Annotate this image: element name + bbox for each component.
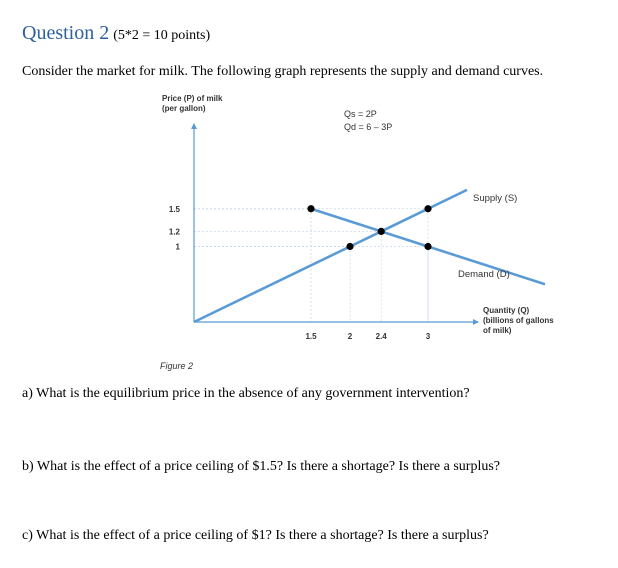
question-b: b) What is the effect of a price ceiling of $1.5? Is there a shortage? Is there a surplus? bbox=[22, 459, 501, 474]
x-tick-label: 2 bbox=[347, 332, 353, 341]
x-axis-label: of milk) bbox=[483, 326, 512, 335]
equation: Qd = 6 – 3P bbox=[344, 122, 393, 132]
chart-labels bbox=[160, 94, 554, 371]
curves bbox=[194, 190, 545, 322]
x-axis-label: Quantity (Q) bbox=[483, 306, 530, 315]
data-point bbox=[424, 205, 431, 212]
x-axis-label: (billions of gallons bbox=[483, 316, 554, 325]
supply-label: Supply (S) bbox=[473, 193, 518, 204]
question-points: (5*2 = 10 points) bbox=[113, 28, 211, 43]
y-axis-label: Price (P) of milk bbox=[162, 94, 223, 103]
data-point bbox=[346, 243, 353, 250]
question-a: a) What is the equilibrium price in the absence of any government intervention? bbox=[22, 386, 470, 401]
figure-caption: Figure 2 bbox=[160, 361, 194, 371]
question-c: c) What is the effect of a price ceiling of $1? Is there a shortage? Is there a surplus? bbox=[22, 528, 489, 543]
y-tick-label: 1.2 bbox=[168, 227, 180, 237]
question-number: Question 2 bbox=[22, 22, 110, 44]
x-tick-label: 3 bbox=[425, 332, 431, 341]
data-point bbox=[378, 228, 385, 235]
data-point bbox=[307, 205, 314, 212]
x-tick-label: 1.5 bbox=[305, 332, 317, 341]
equation: Qs = 2P bbox=[344, 109, 377, 119]
y-axis-label: (per gallon) bbox=[162, 104, 206, 113]
y-tick-label: 1 bbox=[175, 242, 180, 252]
intro-text: Consider the market for milk. The following graph represents the supply and demand curves. bbox=[22, 64, 544, 79]
x-tick-label: 2.4 bbox=[375, 332, 387, 341]
axes bbox=[194, 124, 478, 322]
y-tick-label: 1.5 bbox=[168, 204, 180, 214]
demand-label: Demand (D) bbox=[458, 269, 510, 280]
data-point bbox=[424, 243, 431, 250]
